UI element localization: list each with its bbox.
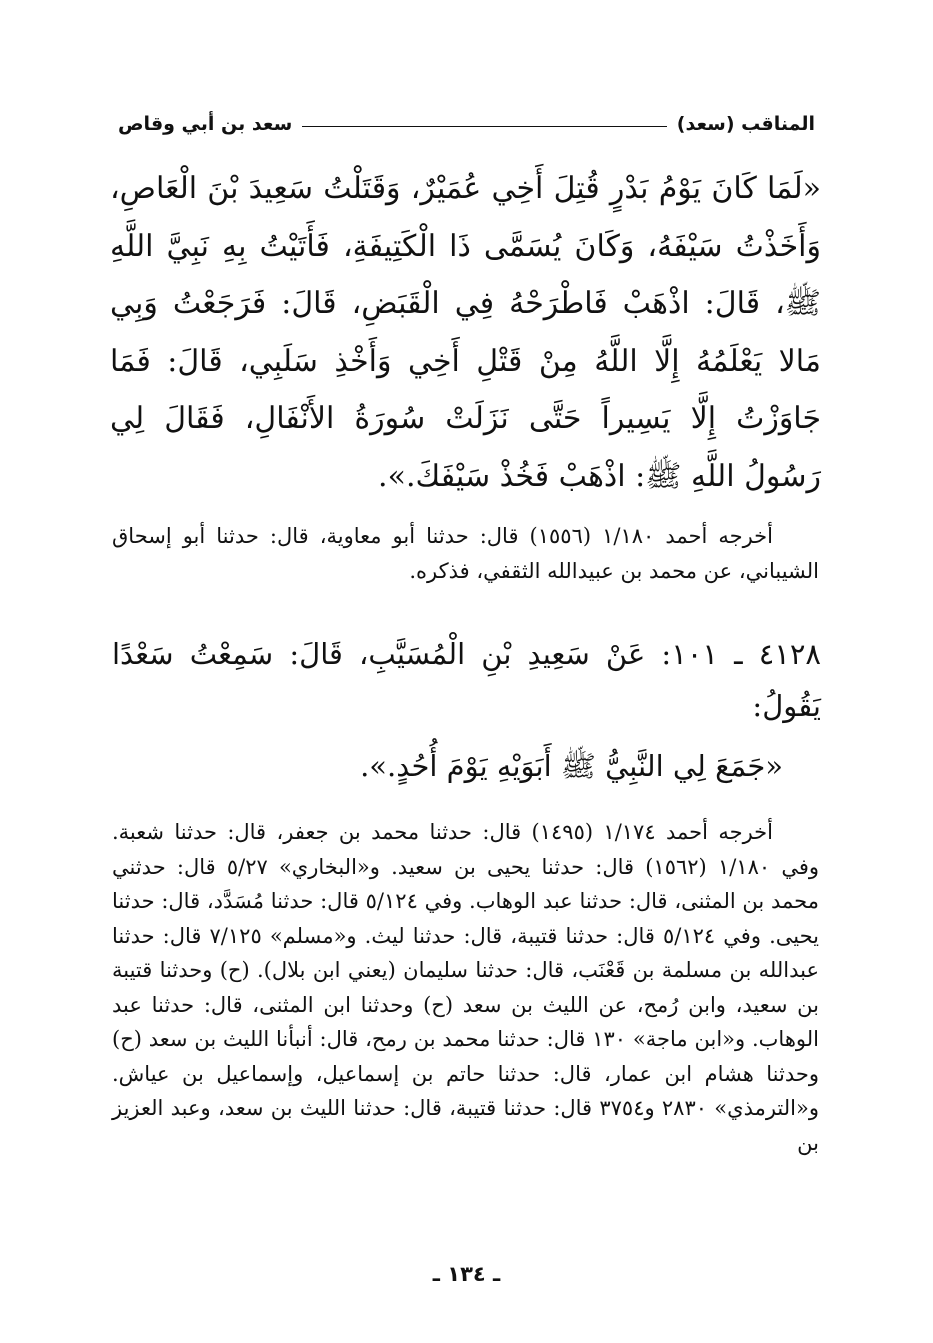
- hadith-main-text: [110, 160, 821, 505]
- takhrij-note-2-paragraph: أخرجه أحمد ١/١٧٤ (١٤٩٥) قال: حدثنا محمد بن جعفر، قال: حدثنا شعبة. وفي ١/١٨٠ (١٥٦٢) قال: حدثنا يحيى بن سعيد. و«البخاري» ٥/٢٧ قال: حدثني محمد بن المثنى، قال: حدثنا عبد الوهاب. وفي ٥/١٢٤ قال: حدثنا مُسَدَّد، قال: حدثنا يحيى. وفي ٥/١٢٤ قال: حدثنا قتيبة، قال: حدثنا ليث. و«مسلم» ٧/١٢٥ قال: حدثنا عبدالله بن مسلمة بن قَعْنَب، قال: حدثنا سليمان (يعني ابن بلال). (ح) وحدثنا قتيبة بن سعيد، وابن رُمح، عن الليث بن سعد (ح) وحدثنا ابن المثنى، قال: حدثنا عبد الوهاب. و«ابن ماجة» ١٣٠ قال: حدثنا محمد بن رمح، قال: أنبأنا الليث بن سعد (ح) وحدثنا هشام ابن عمار، قال: حدثنا حاتم بن إسماعيل، وإسماعيل بن عياش. و«الترمذي» ٢٨٣٠ و٣٧٥٤ قال: حدثنا قتيبة، قال: حدثنا الليث بن سعد، وعبد العزيز بن: [112, 820, 820, 1155]
- running-header: [118, 104, 815, 144]
- takhrij-note-1-paragraph: أخرجه أحمد ١/١٨٠ (١٥٥٦) قال: حدثنا أبو معاوية، قال: حدثنا أبو إسحاق الشيباني، عن محمد بن عبيدالله الثقفي، فذكره.: [112, 524, 819, 583]
- hadith-2-heading-text: ٤١٢٨ ـ ١٠١: عَنْ سَعِيدِ بْنِ الْمُسَيَّبِ، قَالَ: سَمِعْتُ سَعْدًا يَقُولُ:: [112, 637, 821, 723]
- hadith-2-heading: [112, 628, 821, 732]
- takhrij-note-1: [112, 519, 819, 588]
- page-number: ـ ١٣٤ ـ: [432, 1262, 501, 1286]
- header-chapter-title: المناقب (سعد): [676, 113, 815, 135]
- takhrij-note-2: [112, 815, 819, 1160]
- header-companion-name: سعد بن أبي وقاص: [118, 113, 293, 135]
- header-rule: [302, 126, 667, 127]
- hadith-2-quote: [112, 740, 783, 792]
- hadith-2-quote-text: «جَمَعَ لِي النَّبِيُّ ﷺ أَبَوَيْهِ يَوْمَ أُحُدٍ.».: [360, 749, 783, 783]
- hadith-main-paragraph: «لَمَا كَانَ يَوْمُ بَدْرٍ قُتِلَ أَخِي عُمَيْرٌ، وَقَتَلْتُ سَعِيدَ بْنَ الْعَاصِ، وَأَخَذْتُ سَيْفَهُ، وَكَانَ يُسَمَّى ذَا الْكَتِيفَةِ، فَأَتَيْتُ بِهِ نَبِيَّ اللَّهِ ﷺ، قَالَ: اذْهَبْ فَاطْرَحْهُ فِي الْقَبَضِ، قَالَ: فَرَجَعْتُ وَبِي مَالا يَعْلَمُهُ إِلَّا اللَّهُ مِنْ قَتْلِ أَخِي وَأَخْذِ سَلَبِي، قَالَ: فَمَا جَاوَزْتُ إِلَّا يَسِيراً حَتَّى نَزَلَتْ سُورَةُ الأَنْفَالِ، فَقَالَ لِي رَسُولُ اللَّهِ ﷺ: اذْهَبْ فَخُذْ سَيْفَكَ.».: [110, 171, 821, 494]
